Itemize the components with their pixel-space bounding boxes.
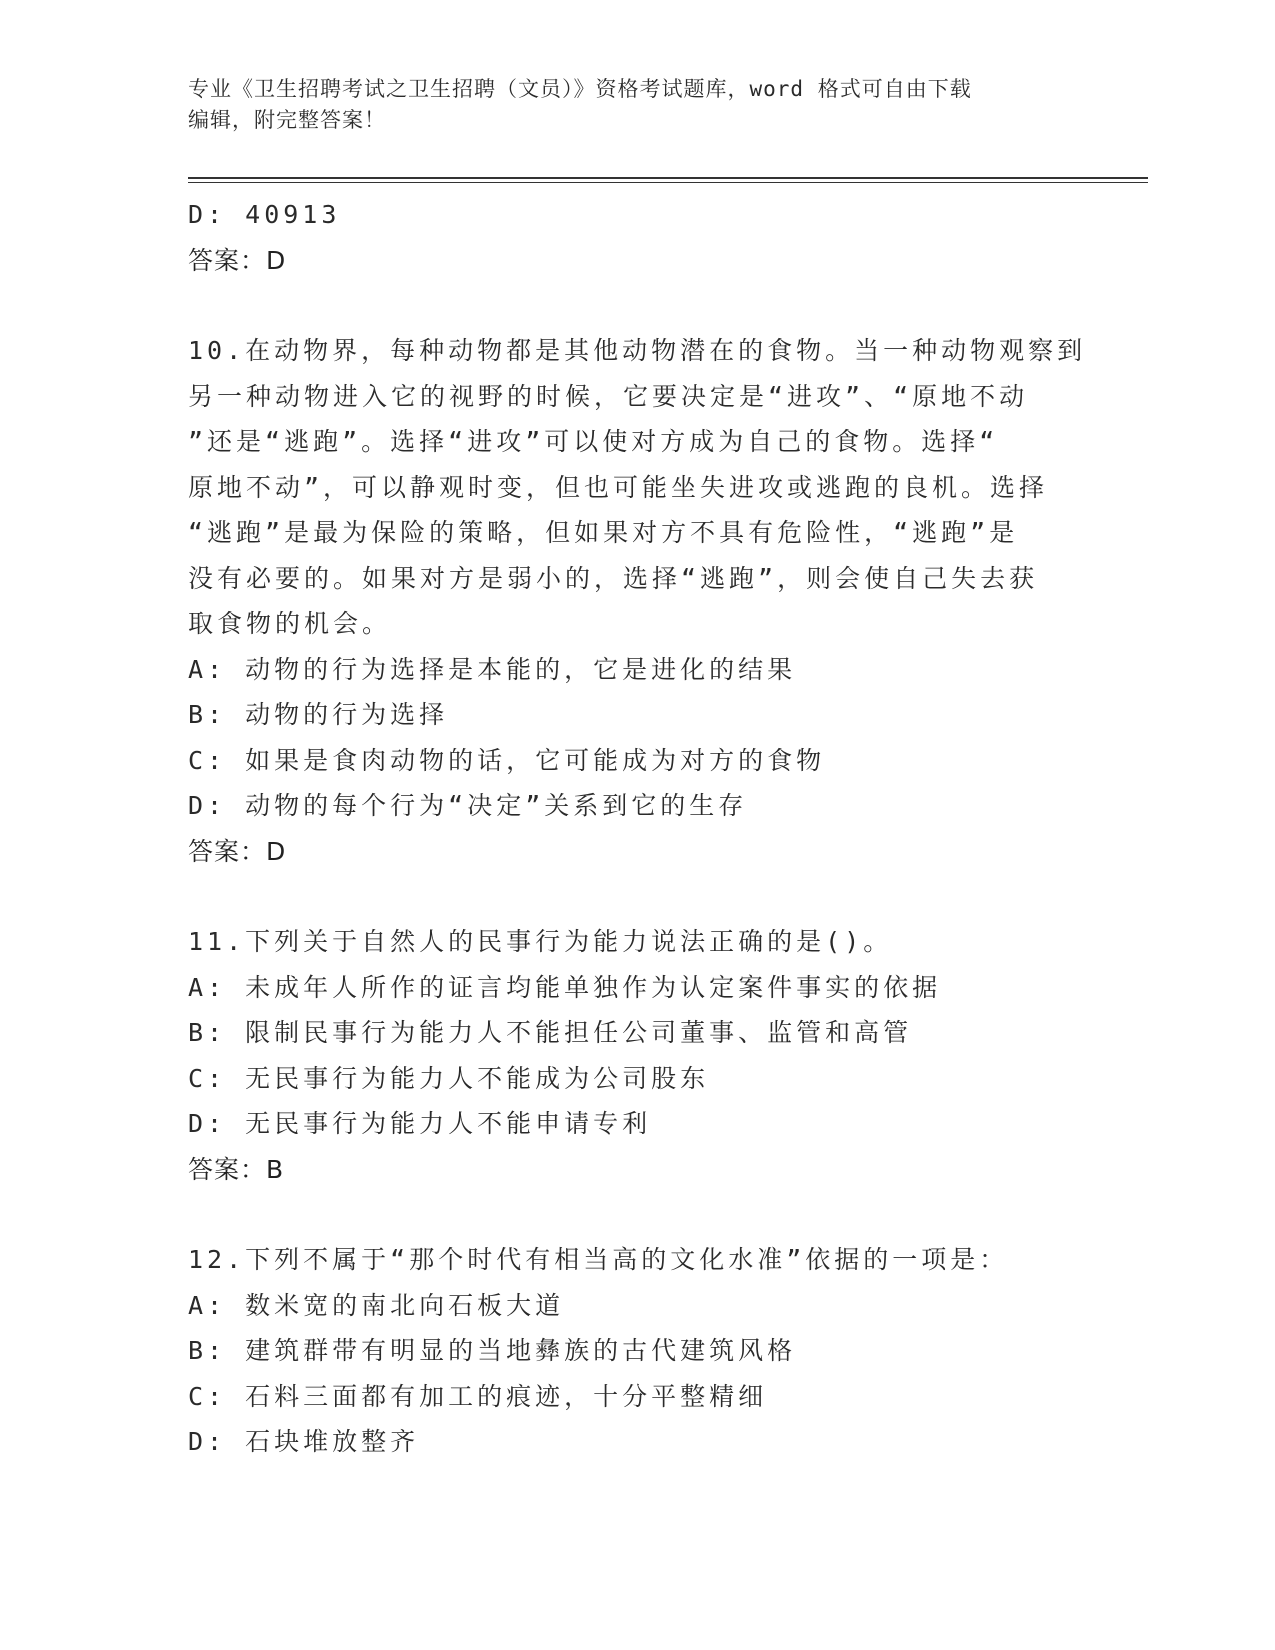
question-text-line: 原地不动”，可以静观时变，但也可能坐失进攻或逃跑的良机。选择 bbox=[188, 472, 1049, 502]
option-b: B: 动物的行为选择 bbox=[188, 700, 449, 729]
option-c: C: 如果是食肉动物的话，它可能成为对方的食物 bbox=[188, 745, 826, 775]
option-a: A: 动物的行为选择是本能的，它是进化的结果 bbox=[188, 654, 797, 684]
page-header bbox=[188, 74, 1068, 136]
option-d: D: 石块堆放整齐 bbox=[188, 1427, 420, 1456]
header-divider-thin bbox=[188, 182, 1148, 183]
answer: 答案：B bbox=[188, 1154, 285, 1184]
option-c: C: 石料三面都有加工的痕迹，十分平整精细 bbox=[188, 1381, 768, 1411]
question-text-line: ”还是“逃跑”。选择“进攻”可以使对方成为自己的食物。选择“ bbox=[188, 427, 999, 456]
option-a: A: 数米宽的南北向石板大道 bbox=[188, 1290, 565, 1320]
question-text-line: 取食物的机会。 bbox=[188, 609, 392, 638]
prev-answer: 答案：D bbox=[188, 245, 287, 275]
question-10 bbox=[188, 328, 1087, 874]
option-c: C: 无民事行为能力人不能成为公司股东 bbox=[188, 1063, 710, 1093]
answer: 答案：D bbox=[188, 836, 287, 866]
option-d: D: 动物的每个行为“决定”关系到它的生存 bbox=[188, 791, 748, 820]
option-d: D: 无民事行为能力人不能申请专利 bbox=[188, 1109, 652, 1138]
question-text-line: “逃跑”是最为保险的策略，但如果对方不具有危险性，“逃跑”是 bbox=[188, 518, 1019, 547]
option-b: B: 限制民事行为能力人不能担任公司董事、监管和高管 bbox=[188, 1018, 913, 1047]
question-text-line: 10.在动物界，每种动物都是其他动物潜在的食物。当一种动物观察到 bbox=[188, 336, 1087, 365]
header-line-2: 编辑，附完整答案！ bbox=[188, 108, 386, 132]
header-divider bbox=[188, 177, 1148, 179]
question-10-text bbox=[188, 328, 1087, 647]
header-line-1: 专业《卫生招聘考试之卫生招聘（文员）》资格考试题库，word 格式可自由下载 bbox=[188, 77, 972, 101]
question-12 bbox=[188, 1237, 1068, 1465]
option-b: B: 建筑群带有明显的当地彝族的古代建筑风格 bbox=[188, 1336, 797, 1365]
question-11 bbox=[188, 919, 1068, 1192]
option-a: A: 未成年人所作的证言均能单独作为认定案件事实的依据 bbox=[188, 972, 942, 1002]
question-content bbox=[188, 192, 1087, 1465]
question-text-line: 没有必要的。如果对方是弱小的，选择“逃跑”，则会使自己失去获 bbox=[188, 563, 1039, 593]
question-text-line: 另一种动物进入它的视野的时候，它要决定是“进攻”、“原地不动 bbox=[188, 381, 1029, 411]
question-12-text: 12.下列不属于“那个时代有相当高的文化水准”依据的一项是： bbox=[188, 1245, 1009, 1274]
prev-option-d: D: 40913 bbox=[188, 200, 341, 229]
question-11-text: 11.下列关于自然人的民事行为能力说法正确的是()。 bbox=[188, 927, 893, 956]
